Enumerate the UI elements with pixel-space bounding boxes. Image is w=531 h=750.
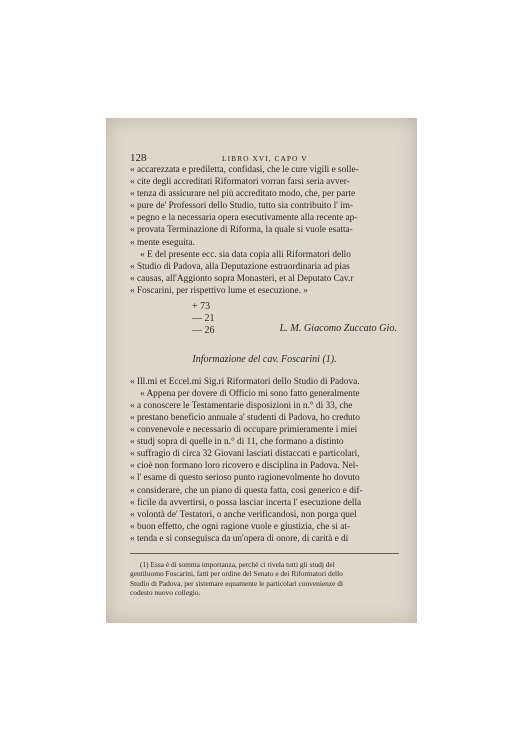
- text-line: « ficile da avvertirsi, o possa lasciar incerta l' esecuzione della: [130, 497, 362, 508]
- footnote-line: gentiluomo Foscarini, fatti per ordine del Senato e dei Riformatori dello: [130, 569, 343, 579]
- tally-line: — 21: [192, 313, 215, 325]
- text-line: « pegno e la necessaria opera esecutivamente alla recente ap-: [130, 213, 358, 224]
- text-line: « volontà de' Testatori, o anche verificandosi, non porga quel: [130, 509, 357, 520]
- text-line: « accarezzata e prediletta, confidasi, che le cure vigili e solle-: [130, 165, 359, 175]
- text-line: « mente eseguita.: [130, 237, 195, 248]
- page-number: 128: [130, 152, 147, 164]
- text-line: « cioè non formano loro ricovero e disciplina in Padova. Nel-: [130, 461, 359, 472]
- tally-line: — 26: [192, 325, 215, 337]
- text-line: « prestano beneficio annuale a' studenti di Padova, ho creduto: [130, 413, 360, 424]
- text-line: « considerare, che un piano di questa fatta, così generico e dif-: [130, 485, 363, 496]
- letter-body: [130, 388, 399, 545]
- letter-address: « Ill.mi et Eccel.mi Sig.ri Riformatori dello Studio di Padova.: [130, 376, 360, 387]
- text-line: « tenza di assicurare nel più accreditato modo, che, per parte: [130, 189, 356, 200]
- text-line: « buon effetto, che ogni ragione vuole e giustizia, che si at-: [130, 521, 351, 532]
- text-line: « convenevole e necessario di occupare primieramente i miei: [130, 425, 358, 436]
- text-line: « studj sopra di quelle in n.° di 11, che formano a distinto: [130, 437, 344, 448]
- text-line: « Foscarini, per rispettivo lume et esecuzione. »: [130, 285, 308, 296]
- text-line: « pure de' Professori dello Studio, tutto sia contribuito l' im-: [130, 201, 354, 212]
- text-line: « provata Terminazione di Riforma, la quale si vuole esatta-: [130, 225, 353, 236]
- text-line: « Studio di Padova, alla Deputazione estraordinaria ad pias: [130, 261, 350, 272]
- page-body: [130, 164, 399, 598]
- text-line: « suffragio di circa 32 Giovani lasciati distaccati e particolari,: [130, 449, 360, 460]
- signature: L. M. Giacomo Zuccato Gio.: [279, 323, 397, 334]
- footnote-line: Studio di Padova, per sistemare equamente le particolari convenienze di: [130, 578, 344, 588]
- section-title: Informazione del cav. Foscarini (1).: [192, 353, 337, 365]
- footnote-line: codesto nuovo collegio.: [130, 588, 201, 598]
- text-line: « cite degli accreditati Riformatori vorran farsi seria avver-: [130, 177, 350, 188]
- paragraph-continuation: [130, 164, 399, 249]
- footnote-line: (1) Essa è di somma importanza, perchè ci rivela tutti gli studj del: [140, 560, 335, 570]
- text-line: « tenda e si conseguisca da un'opera di onore, di carità e di: [130, 533, 349, 544]
- text-line: « E del presente ecc. sia data copia alli Riformatori dello: [140, 249, 351, 260]
- text-line: « Appena per dovere di Officio mi sono fatto generalmente: [140, 388, 360, 399]
- footnote-divider: [130, 553, 399, 554]
- footnote: [130, 560, 399, 598]
- text-line: « causas, all'Aggionto sopra Monasteri, et al Deputato Cav.r: [130, 273, 354, 284]
- paragraph-decree-copy: [130, 249, 399, 297]
- text-line: « l' esame di questo serioso punto ragionevolmente ho dovuto: [130, 473, 360, 484]
- running-head: LIBRO XVI, CAPO V: [222, 154, 308, 163]
- book-page: [106, 118, 417, 623]
- text-line: « a conoscere le Testamentarie disposizioni in n.° di 33, che: [130, 400, 353, 411]
- tally-line: + 73: [192, 301, 211, 313]
- scanned-page: [106, 118, 417, 623]
